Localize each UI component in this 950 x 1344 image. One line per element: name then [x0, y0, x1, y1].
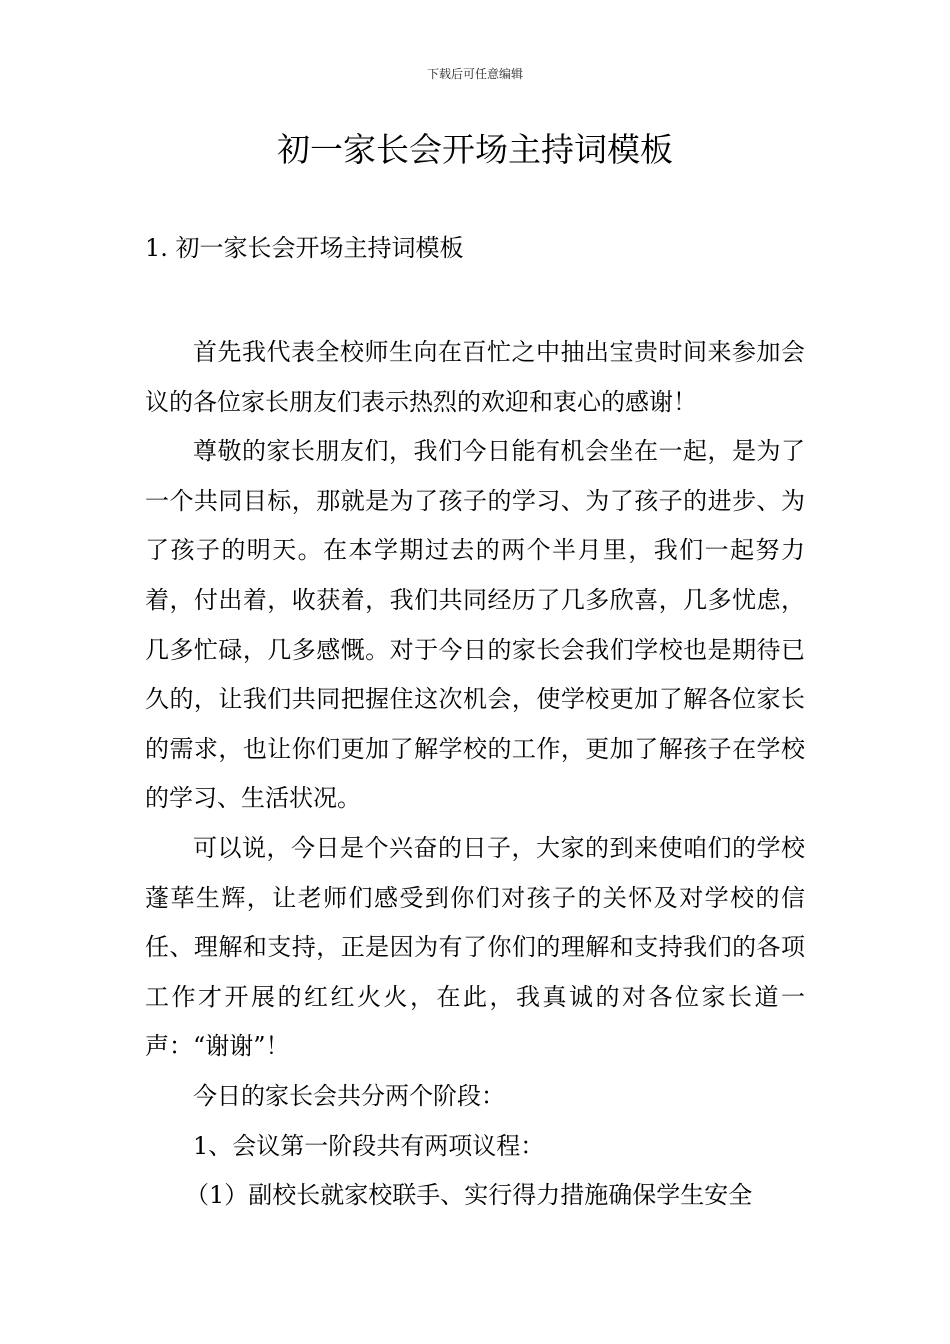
page-header-note: 下载后可任意编辑 — [426, 67, 523, 81]
section-heading: 1. 初一家长会开场主持词模板 — [145, 234, 464, 262]
paragraph-thanks: 可以说，今日是个兴奋的日子，大家的到来使咱们的学校蓬荜生辉，让老师们感受到你们对孩子的关怀及对学校的信任、理解和支持，正是因为有了你们的理解和支持我们的各项工作才开展的红红火火，在此，我真诚的对各位家长道一声：“谢谢”！ — [145, 833, 805, 1061]
document-body — [145, 328, 805, 1221]
list-item-agenda-one: （1）副校长就家校联手、实行得力措施确保学生安全 — [185, 1181, 753, 1210]
paragraph-welcome: 首先我代表全校师生向在百忙之中抽出宝贵时间来参加会议的各位家长朋友们表示热烈的欢迎和衷心的感谢！ — [145, 338, 805, 416]
paragraph-common-goal: 尊敬的家长朋友们，我们今日能有机会坐在一起，是为了一个共同目标，那就是为了孩子的学习、为了孩子的进步、为了孩子的明天。在本学期过去的两个半月里，我们一起努力着，付出着，收获着，我们共同经历了几多欣喜，几多忧虑，几多忙碌，几多感慨。对于今日的家长会我们学校也是期待已久的，让我们共同把握住这次机会，使学校更加了解各位家长的需求，也让你们更加了解学校的工作，更加了解孩子在学校的学习、生活状况。 — [145, 437, 805, 813]
document-title: 初一家长会开场主持词模板 — [277, 130, 673, 169]
paragraph-stages-intro: 今日的家长会共分两个阶段： — [193, 1081, 505, 1110]
list-item-stage-one: 1、会议第一阶段共有两项议程： — [193, 1131, 545, 1160]
